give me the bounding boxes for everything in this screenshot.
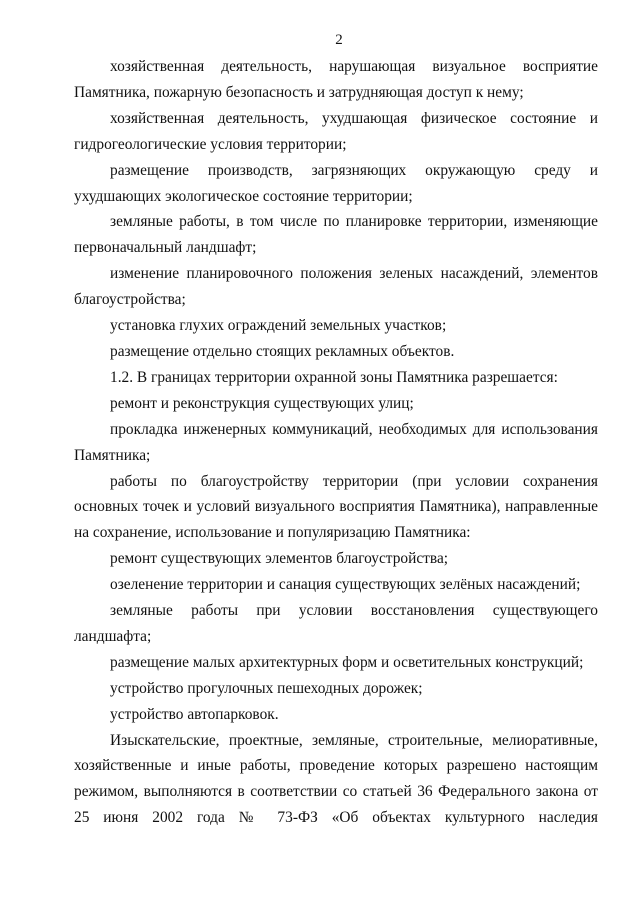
page-number: 2 bbox=[335, 32, 343, 48]
paragraph-10: прокладка инженерных коммуникаций, необходимых для использования Памятника; bbox=[74, 420, 598, 464]
paragraph-13: озеленение территории и санация существующих зелёных насаждений; bbox=[110, 576, 581, 594]
paragraph-6: установка глухих ограждений земельных участков; bbox=[110, 317, 447, 335]
paragraph-16: устройство прогулочных пешеходных дорожек; bbox=[110, 679, 423, 697]
paragraph-15: размещение малых архитектурных форм и осветительных конструкций; bbox=[110, 653, 584, 671]
paragraph-2: хозяйственная деятельность, ухудшающая физическое состояние и гидрогеологические условия территории; bbox=[74, 109, 598, 153]
paragraph-5: изменение планировочного положения зеленых насаждений, элементов благоустройства; bbox=[74, 265, 598, 309]
paragraph-17: устройство автопарковок. bbox=[110, 705, 279, 723]
document-page bbox=[74, 30, 598, 831]
paragraph-14: земляные работы при условии восстановления существующего ландшафта; bbox=[74, 602, 598, 645]
paragraph-1: хозяйственная деятельность, нарушающая визуальное восприятие Памятника, пожарную безопасность и затрудняющая доступ к нему; bbox=[74, 58, 598, 101]
paragraph-18: Изыскательские, проектные, земляные, строительные, мелиоративные, хозяйственные и иные работы, проведение которых разрешено настоящим режимом, выполняются в соответствии со статьей 36 Федерального закона от 25 июня 2002 года № 73-ФЗ «Об объектах культурного наследия bbox=[74, 731, 598, 827]
paragraph-3: размещение производств, загрязняющих окружающую среду и ухудшающих экологическое состояние территории; bbox=[74, 161, 598, 205]
paragraph-8: 1.2. В границах территории охранной зоны Памятника разрешается: bbox=[110, 368, 558, 386]
paragraph-7: размещение отдельно стоящих рекламных объектов. bbox=[110, 342, 455, 360]
paragraph-11: работы по благоустройству территории (при условии сохранения основных точек и условий визуального восприятия Памятника), направленные на сохранение, использование и популяризацию Памятника: bbox=[74, 472, 598, 542]
paragraph-9: ремонт и реконструкция существующих улиц; bbox=[110, 394, 414, 412]
paragraph-4: земляные работы, в том числе по планировке территории, изменяющие первоначальный ландшафт; bbox=[74, 213, 598, 257]
paragraph-12: ремонт существующих элементов благоустройства; bbox=[110, 550, 449, 568]
